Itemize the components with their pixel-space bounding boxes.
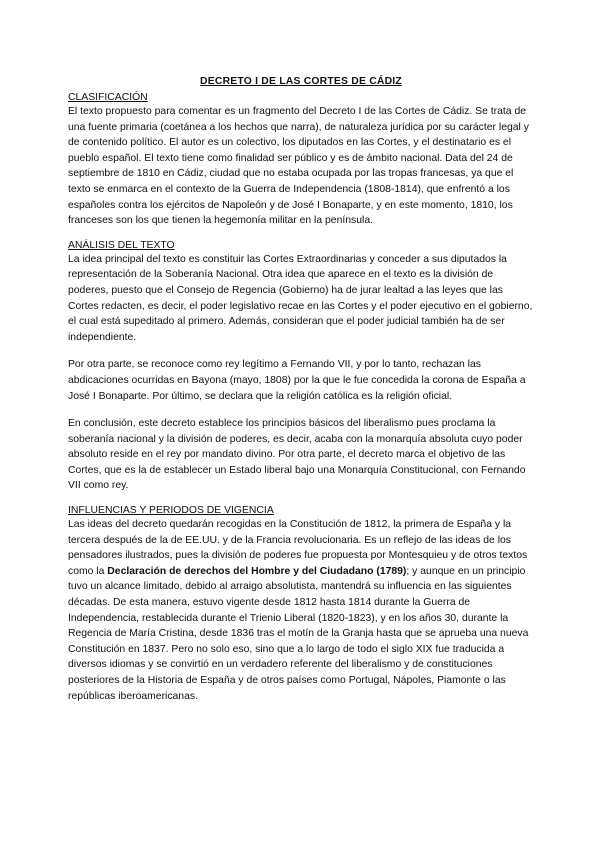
paragraph-analisis-3: En conclusión, este decreto establece los principios básicos del liberalismo pues proclama la soberanía nacional y la división de poderes, es decir, acaba con la monarquía absoluta cuyo poder absoluto reside en el rey por mandato divino. Por otra parte, el decreto marca el objetivo de las Cortes, que es la de establecer un Estado liberal bajo una Monarquía Constitucional, con Fernando VII como rey. xyxy=(68,418,526,492)
influencias-text-before: Las ideas del decreto quedarán recogidas en la Constitución de 1812, la primera de España y la tercera después de la de EE.UU. y de la Francia revolucionaria. Es un reflejo de las ideas de los pensadores ilustrados, pues la división de poderes fue propuesta por Montesquieu y de otros textos como la xyxy=(68,519,528,577)
section-clasificacion xyxy=(68,91,534,229)
section-analisis xyxy=(68,239,534,494)
influencias-bold-declaration: Declaración de derechos del Hombre y del Ciudadano (1789) xyxy=(107,565,407,577)
influencias-text-after: ; y aunque en un principio tuvo un alcance limitado, debido al arraigo absolutista, mantendrá su influencia en las siguientes décadas. De esta manera, estuvo vigente desde 1812 hasta 1814 durante la Guerra de Independencia, restablecida durante el Trienio Liberal (1820-1823), y en los años 30, durante la Regencia de María Cristina, desde 1836 tras el motín de la Granja hasta que se aprueba una nueva Constitución en 1837. Pero no solo eso, sino que a lo largo de todo el siglo XIX fue traducida a diversos idiomas y se convirtió en un verdadero referente del liberalismo y de constituciones posteriores de la Historia de España y de otros países como Portugal, Nápoles, Piamonte o las repúblicas iberoamericanas. xyxy=(68,565,529,702)
paragraph-analisis-1: La idea principal del texto es constituir las Cortes Extraordinarias y conceder a sus diputados la representación de la Soberanía Nacional. Otra idea que aparece en el texto es la división de poderes, puesto que el Consejo de Regencia (Gobierno) ha de jurar lealtad a las leyes que las Cortes redacten, es decir, el poder legislativo recae en las Cortes y el poder ejecutivo en el gobierno, el cual está supeditado al primero. Además, consideran que el poder judicial también ha de ser independiente. xyxy=(68,253,533,343)
heading-influencias: INFLUENCIAS Y PERIODOS DE VIGENCIA xyxy=(68,505,274,517)
section-influencias xyxy=(68,504,534,704)
heading-clasificacion: CLASIFICACIÓN xyxy=(68,92,148,103)
document-title: DECRETO I DE LAS CORTES DE CÁDIZ xyxy=(200,76,402,87)
paragraph-clasificacion-1: El texto propuesto para comentar es un fragmento del Decreto I de las Cortes de Cádiz. Se trata de una fuente primaria (coetánea a los hechos que narra), de naturaleza jurídica por su carácter legal y de contenido político. El autor es un colectivo, los diputados en las Cortes, y el destinatario es el pueblo español. El texto tiene como finalidad ser público y es de ámbito nacional. Data del 24 de septiembre de 1810 en Cádiz, ciudad que no estaba ocupada por las tropas francesas, ya que el texto se enmarca en el contexto de la Guerra de Independencia (1808-1814), que enfrentó a los españoles contra los ejércitos de Napoleón y de José I Bonaparte, y en este momento, 1810, los franceses son los que tienen la hegemonía militar en la península. xyxy=(68,106,529,227)
paragraph-analisis-2: Por otra parte, se reconoce como rey legítimo a Fernando VII, y por lo tanto, rechazan las abdicaciones ocurridas en Bayona (mayo, 1808) por la que le fue concedida la corona de España a José I Bonaparte. Por último, se declara que la religión católica es la religión oficial. xyxy=(68,359,526,402)
heading-analisis: ANÁLISIS DEL TEXTO xyxy=(68,239,175,251)
paragraph-influencias-1 xyxy=(68,517,534,704)
